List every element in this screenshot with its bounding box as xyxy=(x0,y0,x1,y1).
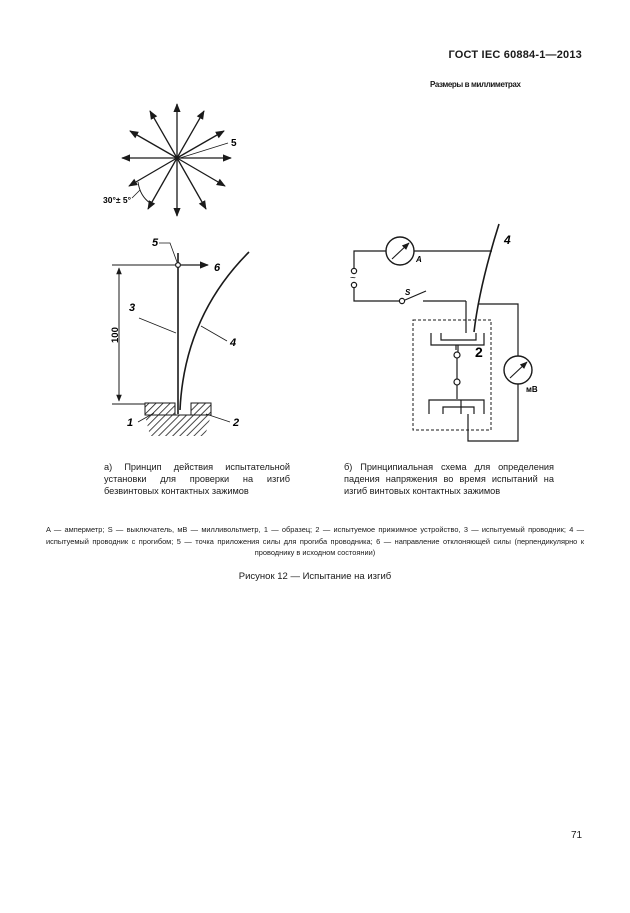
caption-b: б) Принципиальная схема для определения падения напряжения во время испытаний на изгиб винтовых контактных зажимов xyxy=(344,462,554,497)
dimensions-note: Размеры в миллиметрах xyxy=(430,80,521,89)
bending-principle-drawing xyxy=(112,243,249,422)
caption-a: а) Принцип действия испытательной установки для проверки на изгиб безвинтовых контактных зажимов xyxy=(104,462,290,497)
star-label-5: 5 xyxy=(231,138,237,149)
label-4-circuit: 4 xyxy=(504,233,511,247)
label-5: 5 xyxy=(152,237,159,249)
label-2: 2 xyxy=(233,417,240,429)
label-1: 1 xyxy=(127,417,134,429)
label-4: 4 xyxy=(230,337,237,349)
figure-title: Рисунок 12 — Испытание на изгиб xyxy=(238,571,392,582)
switch-label: S xyxy=(405,288,411,297)
ac-symbol: ~ xyxy=(350,273,356,284)
figure-legend: A — амперметр; S — выключатель, мВ — милливольтметр, 1 — образец; 2 — испытуемое прижимное устройство, 3 — испытуемый проводник; 4 — испытуемый проводник с прогибом; 5 — точка приложения силы для прогиба проводника; 6 — направление отклоняющей силы (перпендикулярно к проводнику в исходном состоянии) xyxy=(46,525,584,558)
force-direction-star xyxy=(122,104,231,216)
page-number: 71 xyxy=(571,830,583,841)
ammeter-label: A xyxy=(416,255,422,264)
label-6: 6 xyxy=(214,262,221,274)
millivoltmeter-label: мВ xyxy=(526,385,538,394)
circuit-schematic xyxy=(351,224,532,441)
angle-label: 30°± 5° xyxy=(103,195,132,205)
standard-header: ГОСТ IEC 60884-1—2013 xyxy=(448,49,582,61)
label-2-circuit: 2 xyxy=(475,344,483,360)
dimension-100: 100 xyxy=(110,327,121,343)
label-3: 3 xyxy=(129,302,136,314)
